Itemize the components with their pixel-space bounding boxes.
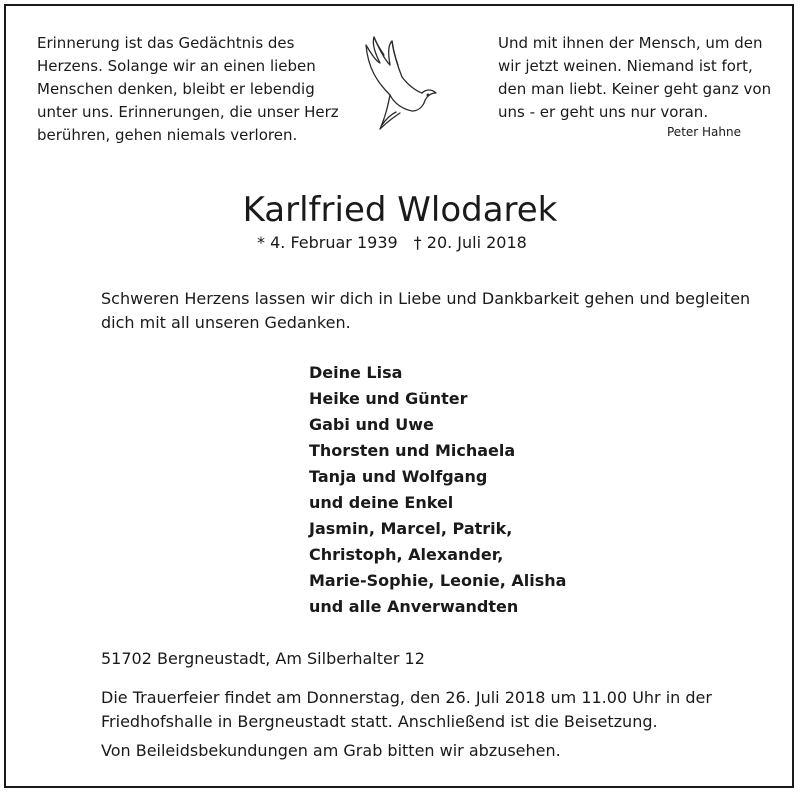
- address: 51702 Bergneustadt, Am Silberhalter 12: [101, 649, 425, 668]
- family-member: Tanja und Wolfgang: [309, 467, 488, 486]
- family-member: Christoph, Alexander,: [309, 545, 504, 564]
- family-member: und alle Anverwandten: [309, 597, 519, 616]
- condolence-request: Von Beileidsbekundungen am Grab bitten wir abzusehen.: [101, 741, 561, 760]
- family-list: [309, 360, 566, 620]
- quote-left-line: Herzens. Solange wir an einen lieben: [37, 57, 316, 75]
- death-date: † 20. Juli 2018: [413, 233, 527, 252]
- quote-left-line: berühren, gehen niemals verloren.: [37, 126, 298, 144]
- family-member: Gabi und Uwe: [309, 415, 434, 434]
- ceremony-line: Friedhofshalle in Bergneustadt statt. Anschließend ist die Beisetzung.: [101, 712, 658, 731]
- quote-right: [498, 32, 772, 124]
- life-dates: [257, 233, 527, 252]
- ceremony-info: [101, 686, 712, 734]
- family-member: Deine Lisa: [309, 363, 403, 382]
- ceremony-line: Die Trauerfeier findet am Donnerstag, den 26. Juli 2018 um 11.00 Uhr in der: [101, 688, 712, 707]
- family-member: Heike und Günter: [309, 389, 468, 408]
- intro-line: Schweren Herzens lassen wir dich in Liebe und Dankbarkeit gehen und begleiten: [101, 289, 751, 308]
- deceased-name: Karlfried Wlodarek: [242, 190, 558, 230]
- family-member: und deine Enkel: [309, 493, 454, 512]
- quote-left: [37, 32, 339, 147]
- quote-right-line: wir jetzt weinen. Niemand ist fort,: [498, 57, 753, 75]
- quote-right-line: uns - er geht uns nur voran.: [498, 103, 709, 121]
- intro-text: [101, 287, 751, 335]
- birth-date: * 4. Februar 1939: [257, 233, 398, 252]
- quote-left-line: Menschen denken, bleibt er lebendig: [37, 80, 315, 98]
- family-member: Marie-Sophie, Leonie, Alisha: [309, 571, 567, 590]
- family-member: Thorsten und Michaela: [309, 441, 516, 460]
- quote-author: Peter Hahne: [667, 125, 741, 139]
- quote-right-line: Und mit ihnen der Mensch, um den: [498, 34, 763, 52]
- quote-left-line: Erinnerung ist das Gedächtnis des: [37, 34, 295, 52]
- intro-line: dich mit all unseren Gedanken.: [101, 313, 351, 332]
- quote-right-line: den man liebt. Keiner geht ganz von: [498, 80, 772, 98]
- family-member: Jasmin, Marcel, Patrik,: [309, 519, 513, 538]
- dove-icon: [360, 33, 440, 133]
- quote-left-line: unter uns. Erinnerungen, die unser Herz: [37, 103, 339, 121]
